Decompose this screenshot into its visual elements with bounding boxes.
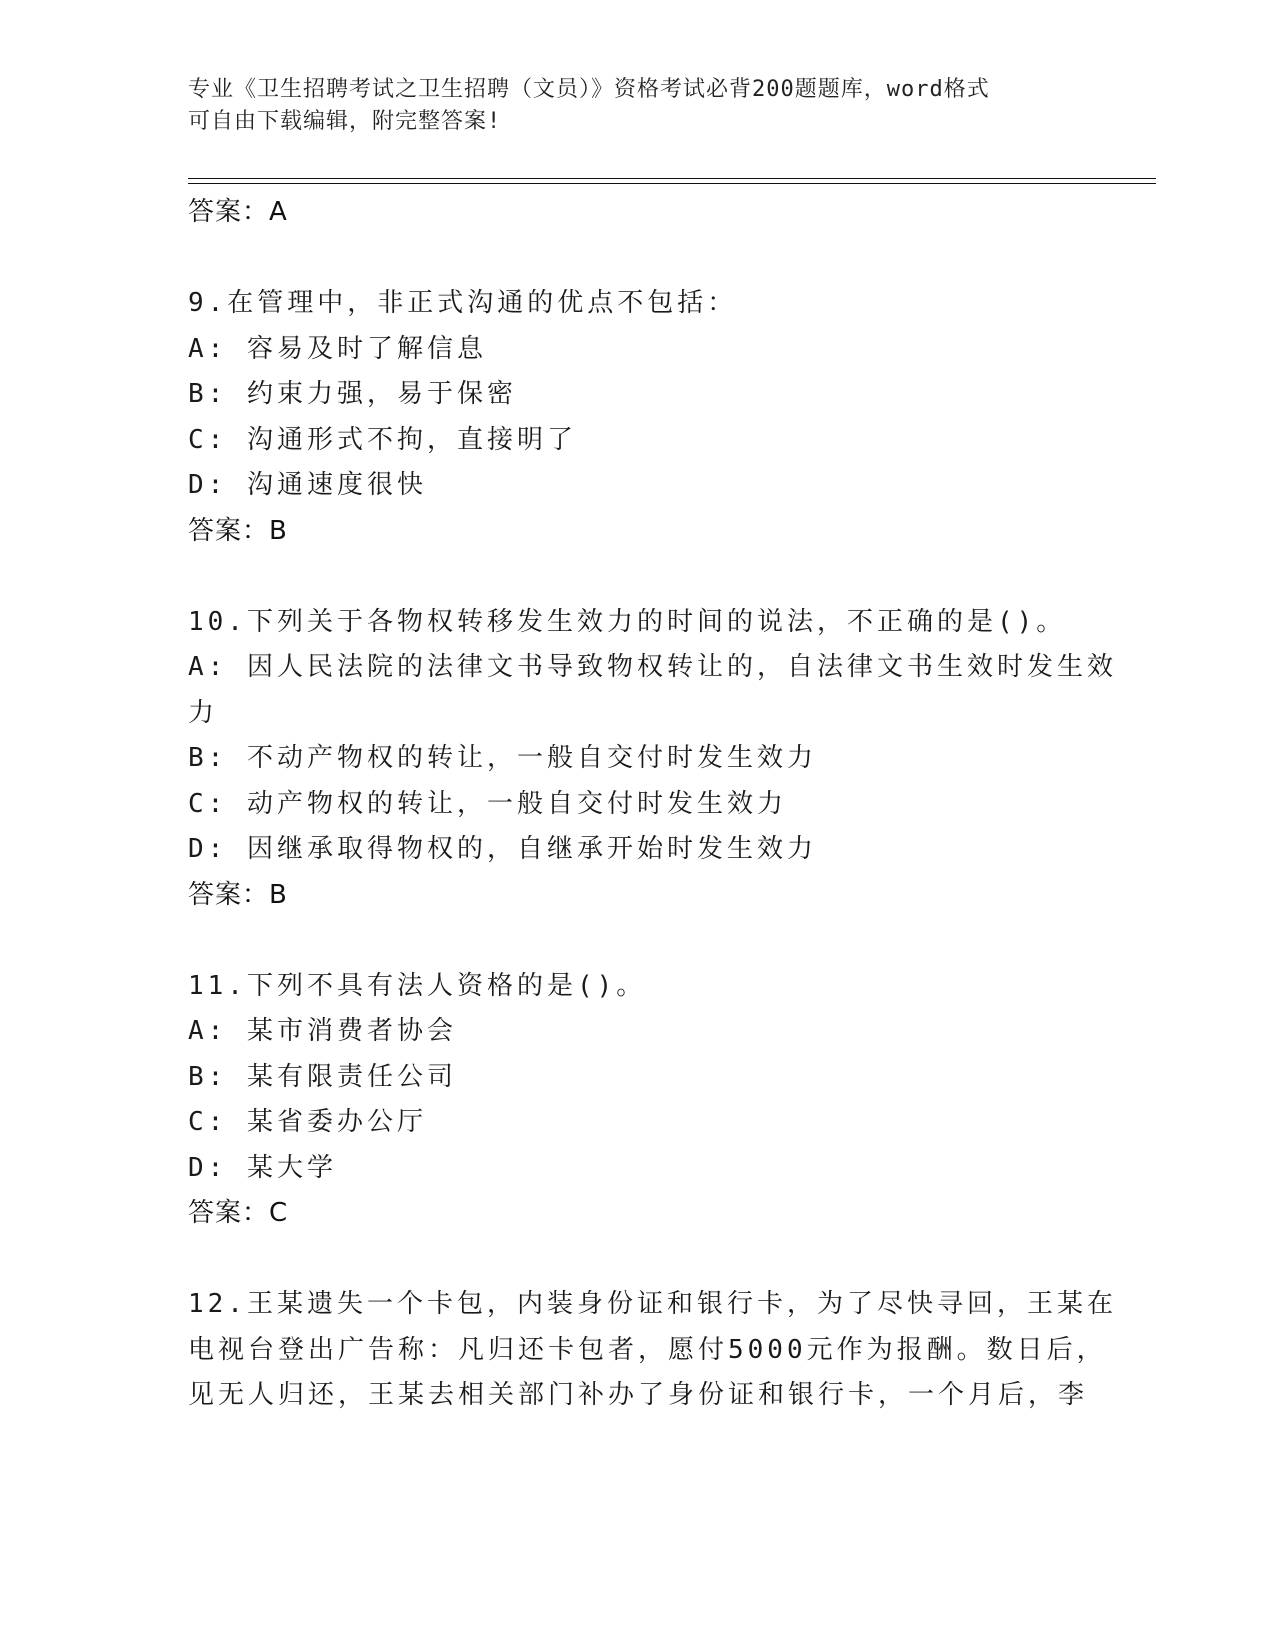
option-c: C: 沟通形式不拘，直接明了 [188, 424, 577, 455]
answer: 答案：B [188, 515, 288, 546]
question-list [188, 190, 1117, 1419]
header-line-2: 可自由下载编辑，附完整答案! [188, 109, 502, 134]
option-d: D: 沟通速度很快 [188, 470, 427, 500]
question-stem-line-3: 见无人归还，王某去相关部门补办了身份证和银行卡，一个月后，李 [188, 1380, 1089, 1410]
option-c: C: 某省委办公厅 [188, 1107, 427, 1137]
question-11 [188, 964, 1088, 1237]
question-stem: 11.下列不具有法人资格的是()。 [188, 970, 647, 1001]
spacer [188, 554, 1088, 600]
option-d: D: 某大学 [188, 1152, 337, 1183]
answer: 答案：B [188, 879, 288, 910]
option-b: B: 不动产物权的转让，一般自交付时发生效力 [188, 743, 817, 773]
option-a: A: 容易及时了解信息 [188, 333, 487, 364]
option-c: C: 动产物权的转让，一般自交付时发生效力 [188, 788, 787, 819]
header-divider-top [188, 178, 1156, 179]
question-stem-line-2: 电视台登出广告称：凡归还卡包者，愿付5000元作为报酬。数日后， [188, 1334, 1107, 1365]
header-divider-bottom [188, 183, 1156, 184]
option-a-line-2: 力 [188, 697, 219, 728]
option-a-line-1: A: 因人民法院的法律文书导致物权转让的，自法律文书生效时发生效 [188, 652, 1117, 682]
question-stem: 9.在管理中，非正式沟通的优点不包括： [188, 288, 738, 318]
answer: 答案：C [188, 1198, 289, 1228]
question-stem-line-1: 12.王某遗失一个卡包，内装身份证和银行卡，为了尽快寻回，王某在 [188, 1289, 1117, 1319]
spacer [188, 918, 1088, 964]
question-stem: 10.下列关于各物权转移发生效力的时间的说法，不正确的是()。 [188, 606, 1067, 637]
option-a: A: 某市消费者协会 [188, 1016, 457, 1046]
answer-prev: 答案：A [188, 197, 288, 227]
question-10 [188, 600, 1117, 919]
page-header [188, 74, 1068, 138]
question-12 [188, 1282, 1117, 1419]
spacer [188, 1237, 1088, 1283]
option-d: D: 因继承取得物权的，自继承开始时发生效力 [188, 834, 817, 864]
question-9 [188, 281, 1088, 554]
header-line-1: 专业《卫生招聘考试之卫生招聘（文员）》资格考试必背200题题库，word格式 [188, 77, 990, 102]
option-b: B: 某有限责任公司 [188, 1061, 457, 1092]
spacer [188, 236, 1088, 282]
option-b: B: 约束力强，易于保密 [188, 379, 517, 409]
